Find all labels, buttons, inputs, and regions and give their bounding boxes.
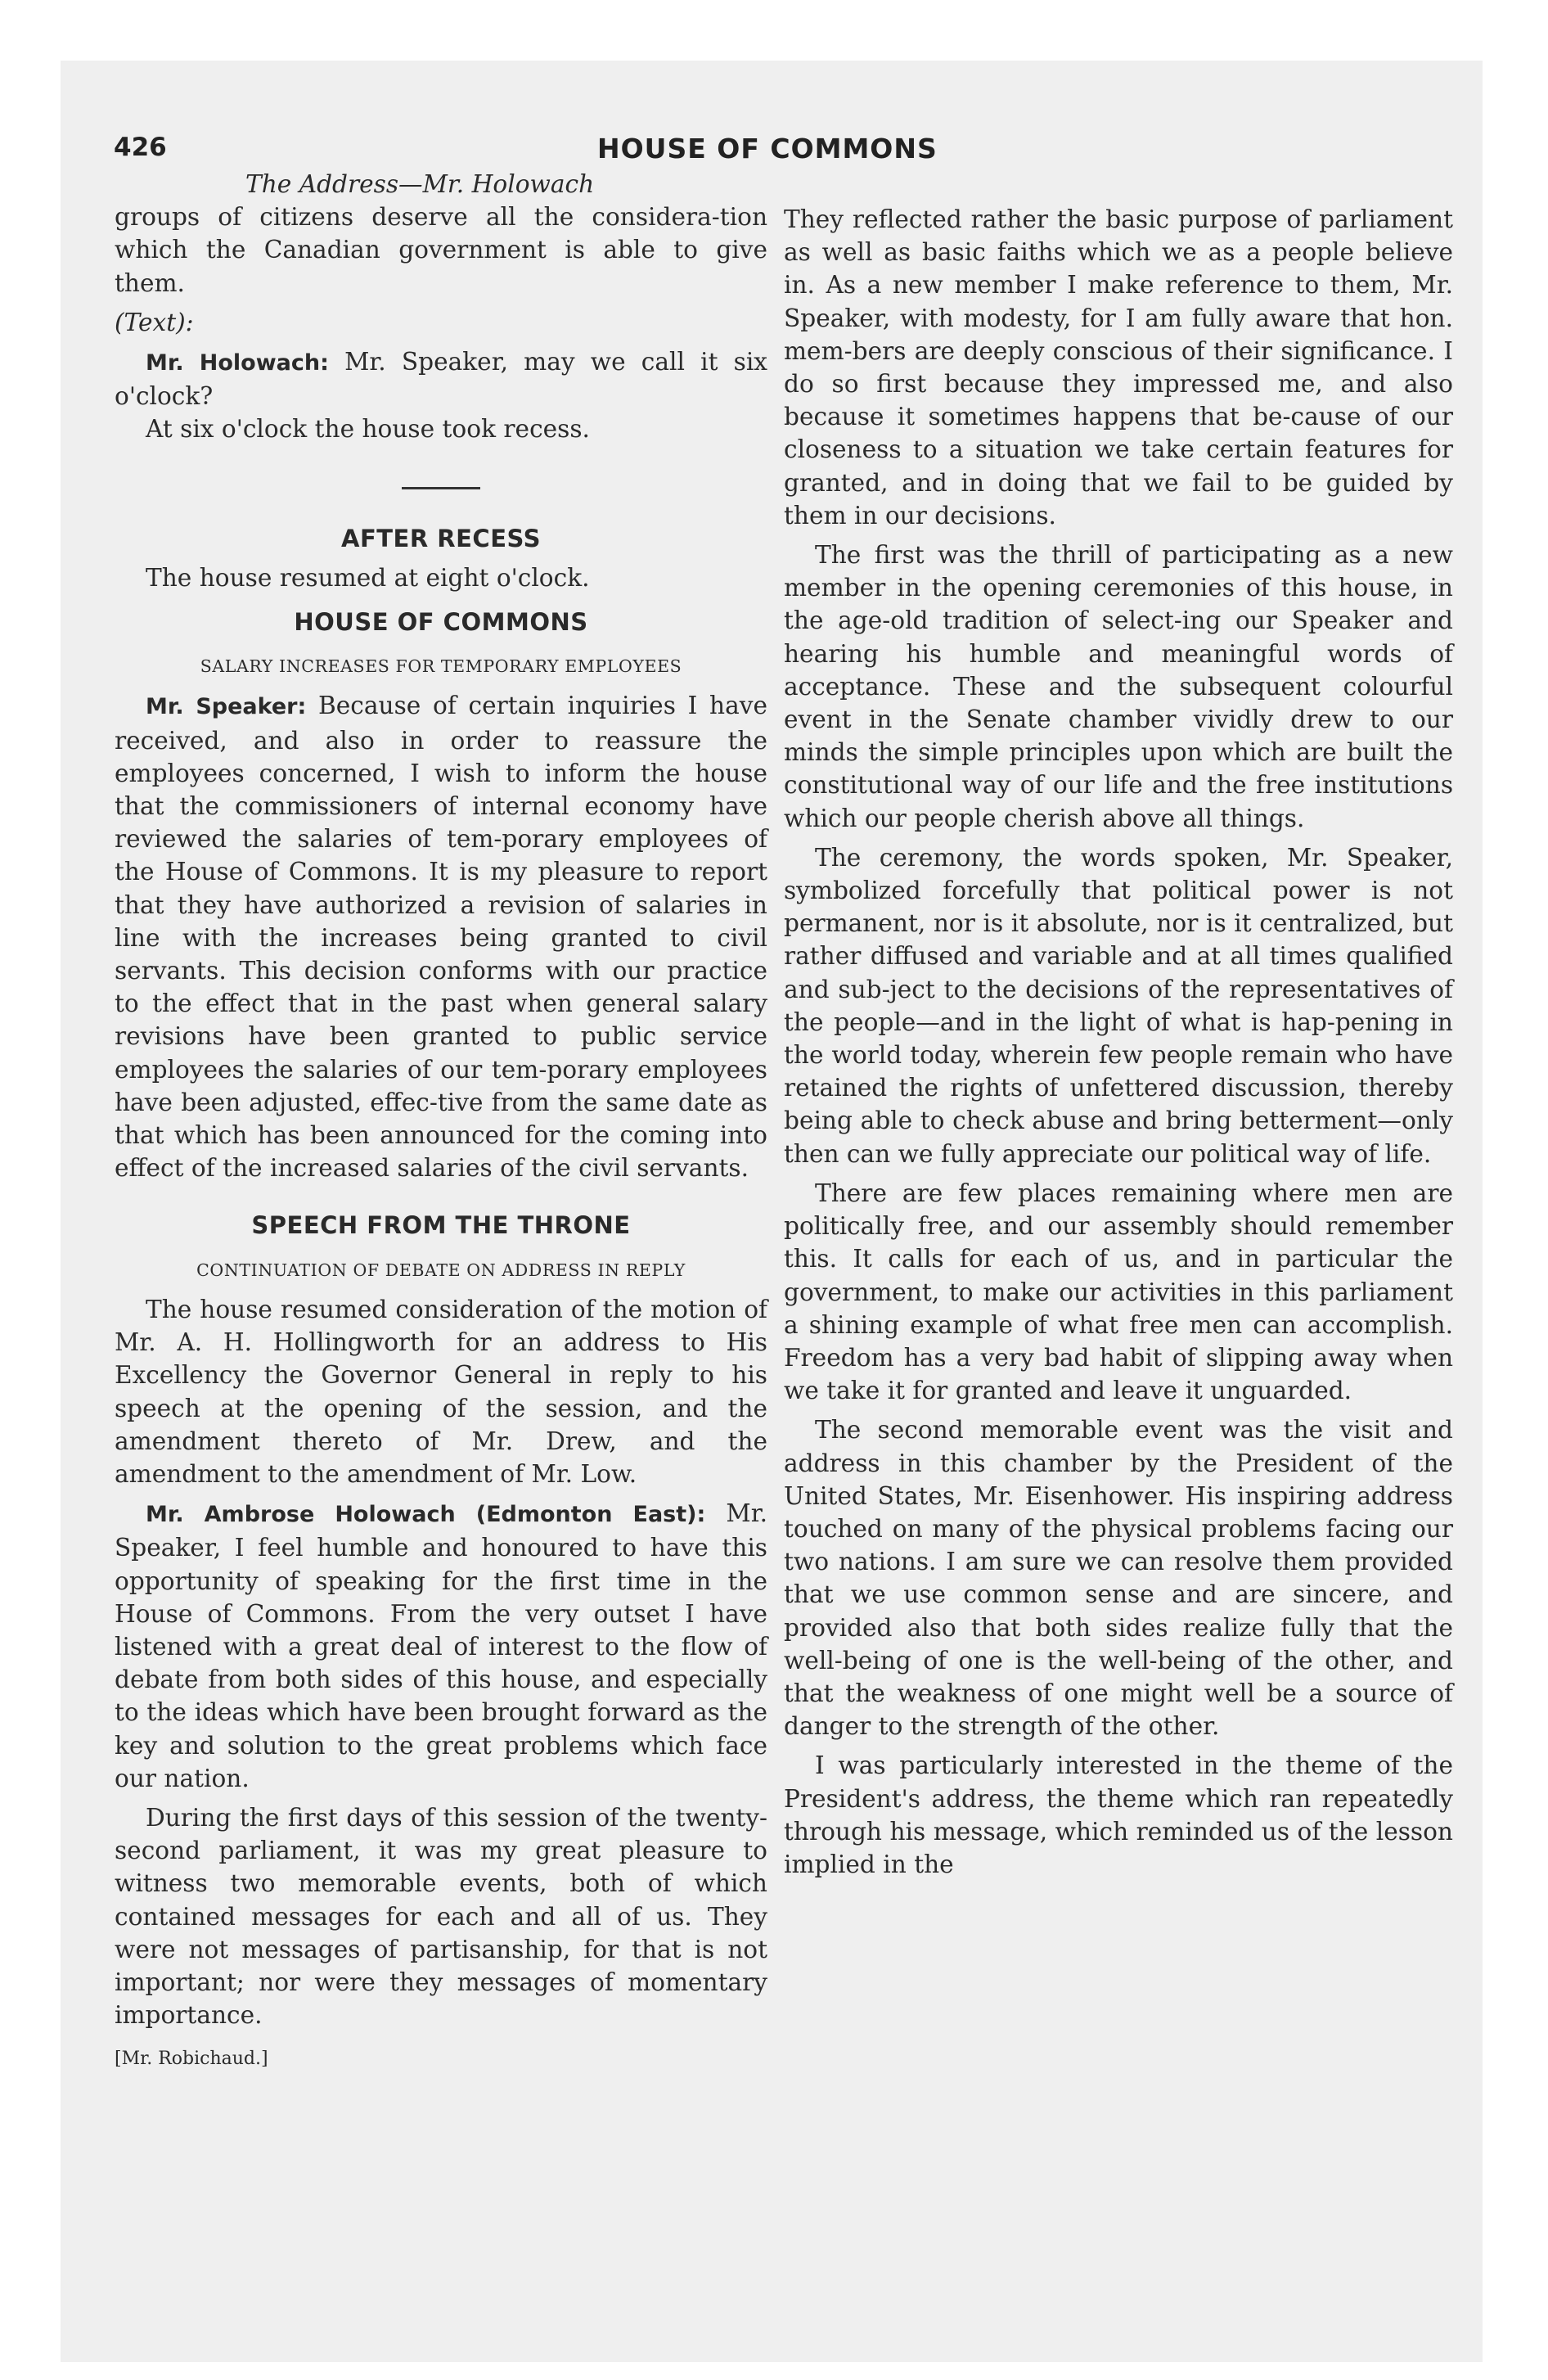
continuation-subheading: CONTINUATION OF DEBATE ON ADDRESS IN REPLY — [196, 1260, 686, 1280]
consideration-paragraph: The house resumed consideration of the motion of Mr. A. H. Hollingworth for an address to His Excellency the Governor General in reply to his speech at the opening of the session, and the amendment thereto of Mr. Drew, and the amendment to the amendment of Mr. Low. — [115, 1295, 767, 1488]
salary-subheading: SALARY INCREASES FOR TEMPORARY EMPLOYEES — [200, 656, 682, 677]
speaker-name: Mr. Speaker: — [146, 694, 307, 720]
after-recess-heading: AFTER RECESS — [341, 524, 541, 552]
page-number: 426 — [114, 133, 167, 162]
speaker-statement-text: Because of certain inquiries I have received, and also in order to reassure the employees concerned, I wish to inform the house that the commissioners of internal economy have reviewed the salaries of tem-porary employees of the House of Commons. It is my pleasure to report that they have authorized a revision of salaries in line with the increases being granted to civil servants. This decision conforms with our practice to the effect that in the past when general salary revisions have been granted to public service employees the salaries of our tem-porary employees have been adjusted, effec-tive from the same date as that which has been announced for the coming into effect of the increased salaries of the civil servants. — [115, 692, 767, 1183]
section-divider — [402, 487, 480, 489]
speaker-name: Mr. Holowach: — [146, 350, 329, 376]
speaker-statement — [115, 689, 767, 1184]
left-column — [115, 168, 767, 2076]
paragraph-first-event: The first was the thrill of participating as a new member in the opening ceremonies of this house, in the age-old tradition of select-ing our Speaker and hearing his humble and meaningful words of acceptance. These and the subsequent colourful event in the Senate chamber vividly drew to our minds the simple principles upon which are built the constitutional way of our life and the free institutions which our people cherish above all things. — [784, 541, 1453, 832]
house-of-commons-heading: HOUSE OF COMMONS — [294, 608, 588, 637]
page-header — [0, 133, 1548, 165]
speech-from-throne-heading: SPEECH FROM THE THRONE — [251, 1211, 631, 1240]
ambrose-speech-text: Mr. Speaker, I feel humble and honoured to have this opportunity of speaking for the first time in the House of Commons. From the very outset I have listened with a great deal of interest to the flow of debate from both sides of this house, and especially to the ideas which have been brought forward as the key and solution to the great problems which face our nation. — [115, 1499, 767, 1792]
page-title: HOUSE OF COMMONS — [597, 133, 938, 165]
paragraph-groups: groups of citizens deserve all the considera-tion which the Canadian government is able to give them. — [115, 203, 767, 297]
holowach-question — [115, 345, 767, 412]
footer-note: [Mr. Robichaud.] — [115, 2049, 268, 2070]
first-days-paragraph: During the first days of this session of the twenty-second parliament, it was my great pleasure to witness two memorable events, both of which contained messages for each and all of us. They were not messages of partisanship, for that is not important; nor were they messages of momentary importance. — [115, 1803, 767, 2030]
text-marker: (Text): — [115, 308, 194, 336]
recess-note: At six o'clock the house took recess. — [146, 415, 590, 444]
resumed-note: The house resumed at eight o'clock. — [146, 563, 590, 592]
ambrose-speech — [115, 1497, 767, 1795]
paragraph-freedom: There are few places remaining where men are politically free, and our assembly should remember this. It calls for each of us, and in particular the government, to make our activities in this parliament a shining example of what free men can accomplish. Freedom has a very bad habit of slipping away when we take it for granted and leave it unguarded. — [784, 1179, 1453, 1405]
paragraph-ceremony: The ceremony, the words spoken, Mr. Speaker, symbolized forcefully that political power is not permanent, nor is it absolute, nor is it centralized, but rather diffused and variable and at all times qualified and sub-ject to the decisions of the representatives of the people—and in the light of what is hap-pening in the world today, wherein few people remain who have retained the rights of unfettered discussion, thereby being able to check abuse and bring betterment—only then can we fully appreciate our political way of life. — [784, 843, 1453, 1168]
holowach-question-text: Mr. Speaker, may we call it six o'clock? — [115, 348, 767, 411]
speaker-name: Mr. Ambrose Holowach (Edmonton East): — [146, 1502, 706, 1528]
paragraph-reflected: They reflected rather the basic purpose of parliament as well as basic faiths which we as a people believe in. As a new member I make reference to them, Mr. Speaker, with modesty, for I am fully aware that hon. mem-bers are deeply conscious of their significance. I do so first because they impressed me, and also because it sometimes happens that be-cause of our closeness to a situation we take certain features for granted, and in doing that we fail to be guided by them in our decisions. — [784, 205, 1453, 530]
running-head: The Address—Mr. Holowach — [245, 170, 595, 198]
paragraph-second-event: The second memorable event was the visit and address in this chamber by the President of the United States, Mr. Eisenhower. His inspiring address touched on many of the physical problems facing our two nations. I am sure we can resolve them provided that we use common sense and are sincere, and provided also that both sides realize fully that the well-being of one is the well-being of the other, and that the weakness of one might well be a source of danger to the strength of the other. — [784, 1416, 1453, 1741]
right-column — [784, 203, 1453, 1881]
paragraph-theme: I was particularly interested in the theme of the President's address, the theme which ran repeatedly through his message, which reminded us of the lesson implied in the — [784, 1751, 1453, 1878]
